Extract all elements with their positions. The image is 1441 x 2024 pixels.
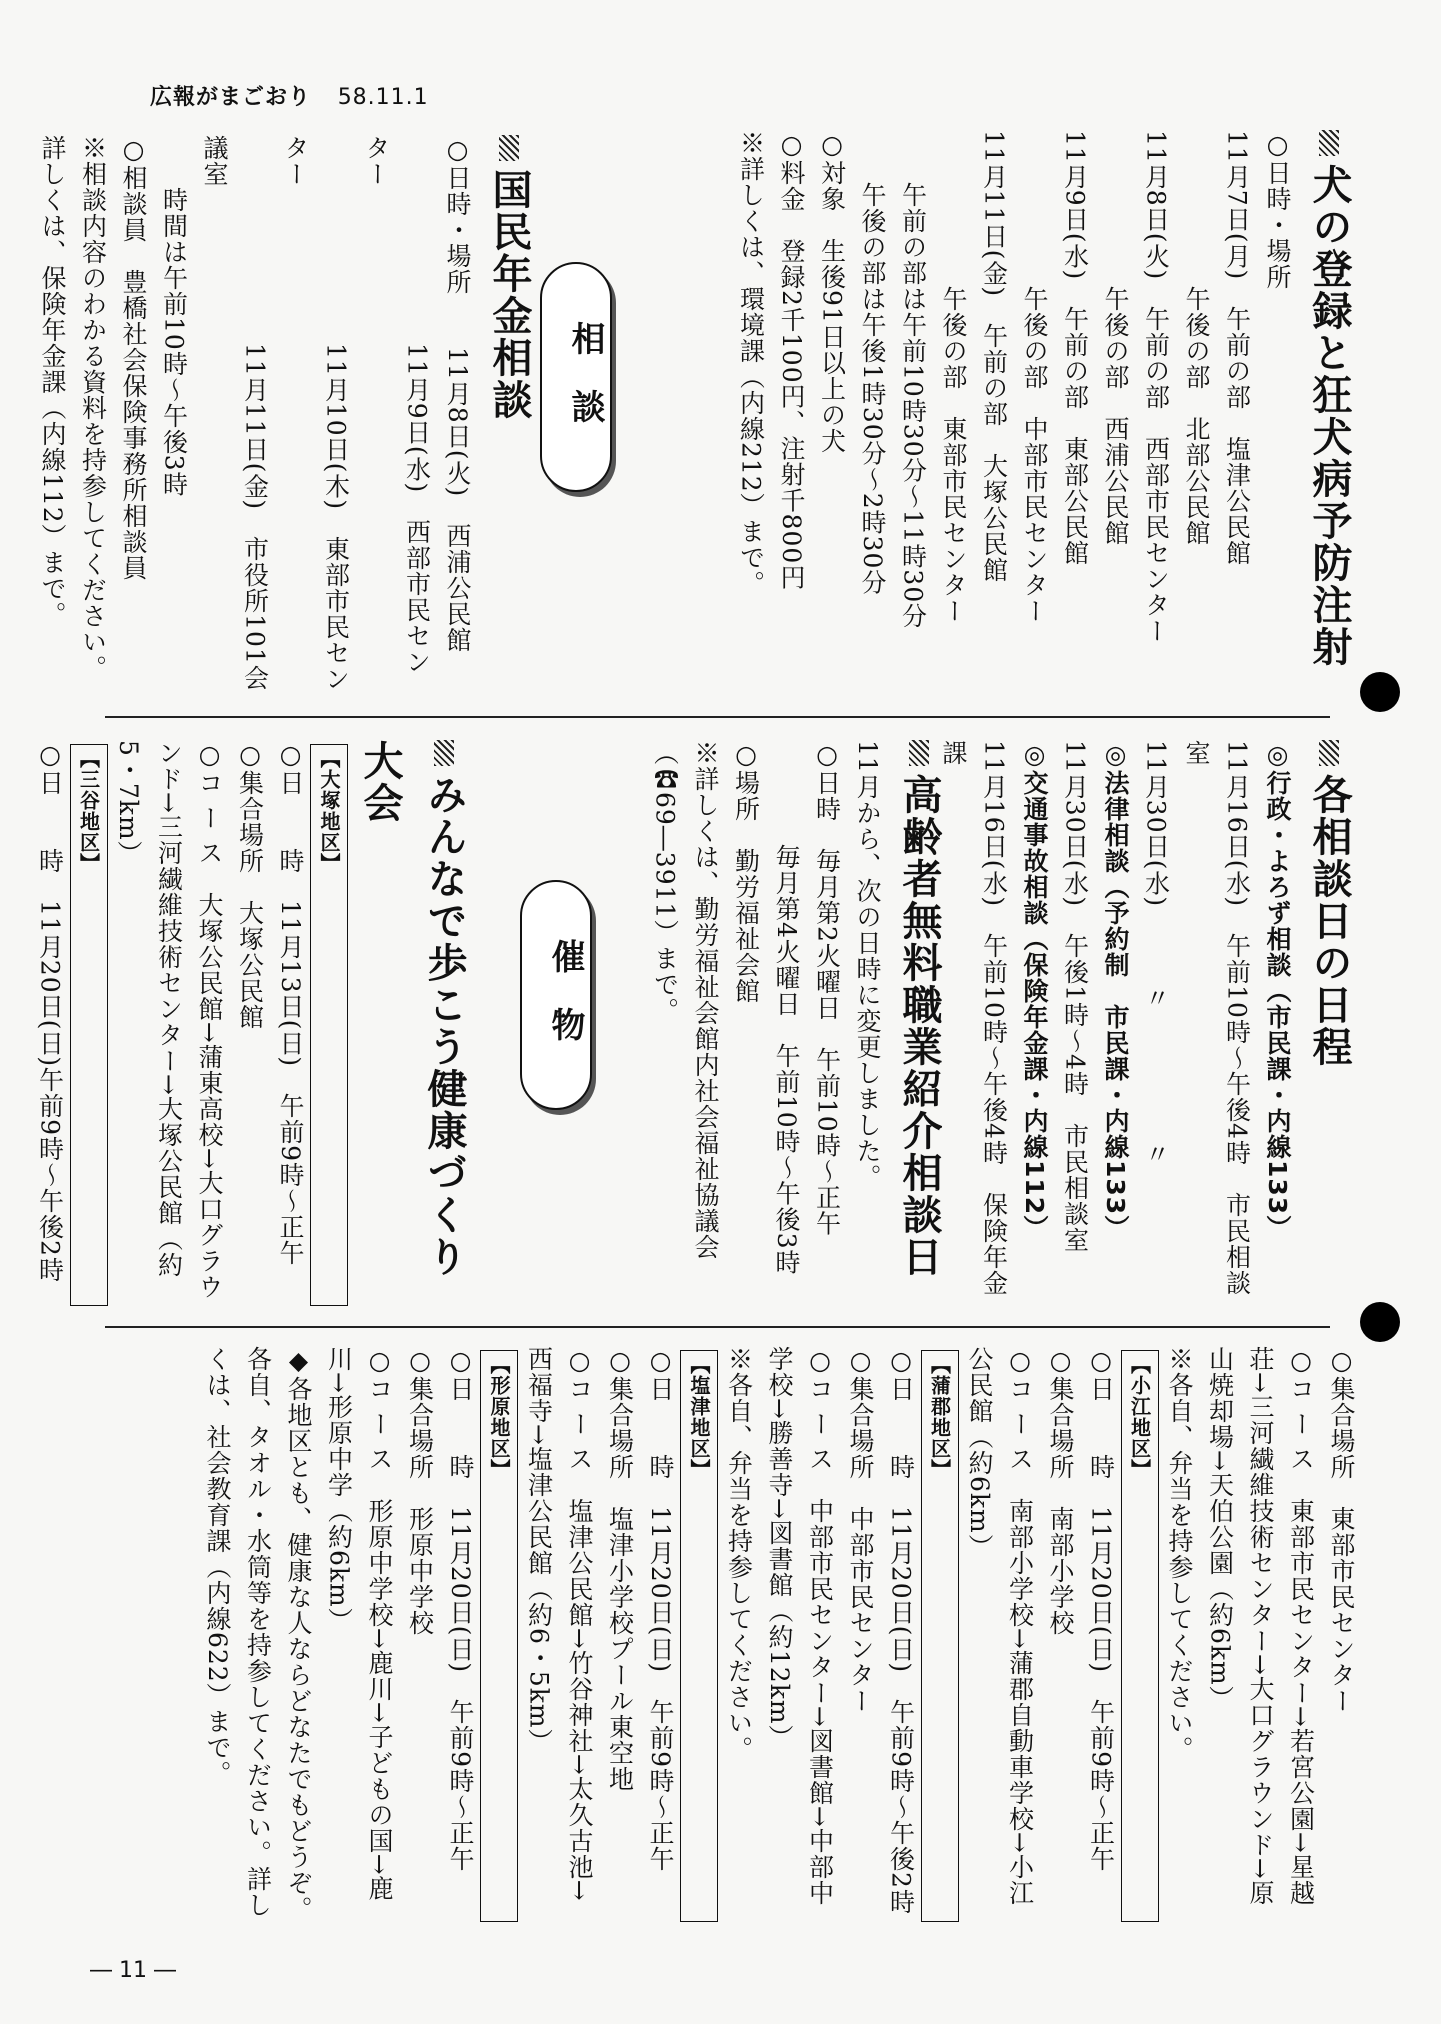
walk-event-continued	[197, 1346, 1362, 1926]
bullet-dot-icon	[1360, 1302, 1400, 1342]
elderly-line: 毎月第4火曜日 午前10時～午後3時	[772, 740, 801, 1276]
schedule-subheading: ◎行政・よろず相談（市民課・内線133）	[1263, 740, 1292, 1242]
elderly-title: 高齢者無料職業紹介相談日	[887, 740, 951, 1300]
dog-line: ※詳しくは、環境課（内線212）まで。	[736, 130, 766, 597]
walk-line: ○日 時 11月13日(日) 午前9時～正午	[276, 740, 305, 1267]
page-number: ― 11 ―	[90, 1958, 176, 1983]
elderly-line: 11月から、次の日時に変更しました。	[853, 740, 882, 1190]
walk-line: ○集合場所 南部小学校	[1046, 1346, 1075, 1636]
dog-line: 午後の部 北部公民館	[1182, 130, 1211, 546]
pension-line: ※相談内容のわかる資料を持参してください。詳しくは、保険年金課（内線112）まで。	[38, 135, 108, 681]
pension-line: ○相談員 豊橋社会保険事務所相談員	[119, 135, 148, 581]
walk-line: ※各自、弁当を持参してください。	[1165, 1346, 1194, 1762]
walk-line: ○日 時 11月20日(日)午前9時～午後2時	[35, 740, 65, 1283]
dog-line: 11月8日(火) 午前の部 西部市民センター	[1141, 130, 1171, 645]
pension-title: 国民年金相談	[477, 135, 541, 695]
elderly-line: ※詳しくは、勤労福祉会館内社会福祉協議会（☎69―3911）まで。	[650, 740, 720, 1260]
walk-line: ○日 時 11月20日(日) 午前9時～正午	[646, 1346, 675, 1873]
district-tag: 【蒲郡地区】	[921, 1350, 959, 1922]
walk-line: ○コ ー ス 東部市民センター→若宮公園→星越荘→三河繊維技術センター→大口グラウンド→原山焼却場→天伯公園（約6km）	[1205, 1346, 1316, 1906]
pension-line: 時間は午前10時～午後3時	[159, 135, 189, 498]
walk-line: ○コ ー ス 大塚公民館→蒲東高校→大口グラウンド→三河繊維技術センター→大塚公民館（約5・7km）	[114, 740, 224, 1300]
dog-line: 11月11日(金) 午前の部 大塚公民館	[979, 130, 1009, 584]
schedule-subheading: ◎法律相談（予約制 市民課・内線133）	[1101, 740, 1130, 1242]
event-badge: 催物	[520, 880, 592, 1110]
walk-note: ◆各地区とも、健康な人ならどなたでもどうぞ。各自、タオル・水筒等を持参してください。詳しくは、社会教育課（内線622）まで。	[203, 1346, 313, 1922]
walk-line: ○集合場所 大塚公民館	[235, 740, 265, 1030]
pension-line: 11月11日(金) 市役所101会議室	[200, 135, 270, 691]
bullet-dot-icon	[1360, 672, 1400, 712]
page-header	[150, 80, 429, 111]
walk-line: ○コ ー ス 南部小学校→蒲郡自動車学校→小江公民館（約6km）	[965, 1346, 1035, 1906]
district-tag: 【三谷地区】	[70, 744, 108, 1306]
dog-line: 11月9日(水) 午前の部 東部公民館	[1060, 130, 1090, 567]
elderly-line: ○場所 勤労福祉会館	[731, 740, 761, 1004]
schedule-line: 11月30日(水) 〃 〃	[1141, 740, 1171, 1168]
dog-line: 午後の部 西浦公民館	[1101, 130, 1130, 546]
walk-line: ○集合場所 中部市民センター	[846, 1346, 875, 1714]
pension-consultation-article	[32, 135, 542, 695]
elderly-job-consultation-article	[644, 740, 951, 1300]
schedule-line: 11月16日(水) 午前10時～午後4時 保険年金課	[939, 740, 1009, 1296]
section-divider	[105, 1326, 1330, 1328]
pension-line: 11月10日(木) 東部市民センター	[281, 135, 351, 693]
dog-line: 午後の部は午後1時30分～2時30分	[858, 130, 887, 596]
dog-line: 午後の部 東部市民センター	[939, 130, 968, 624]
schedule-line: 11月30日(水) 午後1時～4時 市民相談室	[1060, 740, 1090, 1253]
district-tag: 【形原地区】	[480, 1350, 518, 1922]
district-tag: 【塩津地区】	[680, 1350, 718, 1922]
pension-line: 11月9日(水) 西部市民センター	[362, 135, 432, 676]
dog-line: 11月7日(月) 午前の部 塩津公民館	[1222, 130, 1252, 567]
schedule-line: 11月16日(水) 午前10時～午後4時 市民相談室	[1182, 740, 1252, 1296]
walk-event-article	[29, 740, 476, 1310]
walk-line: ○日 時 11月20日(日) 午前9時～正午	[446, 1346, 475, 1873]
walk-line: ○コ ー ス 中部市民センター→図書館→中部中学校→勝善寺→図書館（約12km）	[765, 1346, 835, 1906]
dog-line: 午後の部 中部市民センター	[1020, 130, 1049, 624]
walk-line: ○集合場所 塩津小学校プール東空地	[605, 1346, 635, 1792]
pension-line: ○日時・場所 11月8日(火) 西浦公民館	[443, 135, 472, 654]
dog-line: ○料金 登録2千100円、注射千800円	[777, 130, 806, 591]
consultation-badge: 相談	[540, 262, 612, 492]
elderly-line: ○日時 毎月第2火曜日 午前10時～正午	[812, 740, 842, 1237]
walk-event-title: みんなで歩こう健康づくり大会	[348, 740, 476, 1310]
dog-line: ○日時・場所	[1263, 130, 1292, 290]
consultation-schedule-article	[933, 740, 1362, 1300]
dog-registration-title: 犬の登録と狂犬病予防注射	[1297, 130, 1361, 690]
dog-registration-article	[730, 130, 1361, 690]
publication-date: 58.11.1	[337, 85, 429, 110]
walk-line: ※各自、弁当を持参してください。	[724, 1346, 754, 1762]
section-divider	[105, 716, 1330, 718]
walk-line: ○集合場所 東部市民センター	[1327, 1346, 1356, 1714]
walk-line: ○コ ー ス 形原中学校→鹿川→子どもの国→鹿川→形原中学（約6km）	[324, 1346, 394, 1902]
dog-line: ○対象 生後91日以上の犬	[817, 130, 847, 454]
dog-line: 午前の部は午前10時30分～11時30分	[898, 130, 928, 630]
schedule-title: 各相談日の日程	[1297, 740, 1361, 1300]
walk-line: ○集合場所 形原中学校	[405, 1346, 435, 1636]
schedule-subheading: ◎交通事故相談（保険年金課・内線112）	[1020, 740, 1049, 1242]
walk-line: ○日 時 11月20日(日) 午前9時～正午	[1086, 1346, 1116, 1873]
walk-line: ○日 時 11月20日(日) 午前9時～午後2時	[886, 1346, 916, 1915]
district-tag: 【小江地区】	[1121, 1350, 1159, 1922]
walk-line: ○コ ー ス 塩津公民館→竹谷神社→太久古池→西福寺→塩津公民館（約6・5km）	[524, 1346, 594, 1902]
district-tag: 【大塚地区】	[310, 744, 348, 1306]
publication-title: 広報がまごおり	[150, 85, 312, 110]
